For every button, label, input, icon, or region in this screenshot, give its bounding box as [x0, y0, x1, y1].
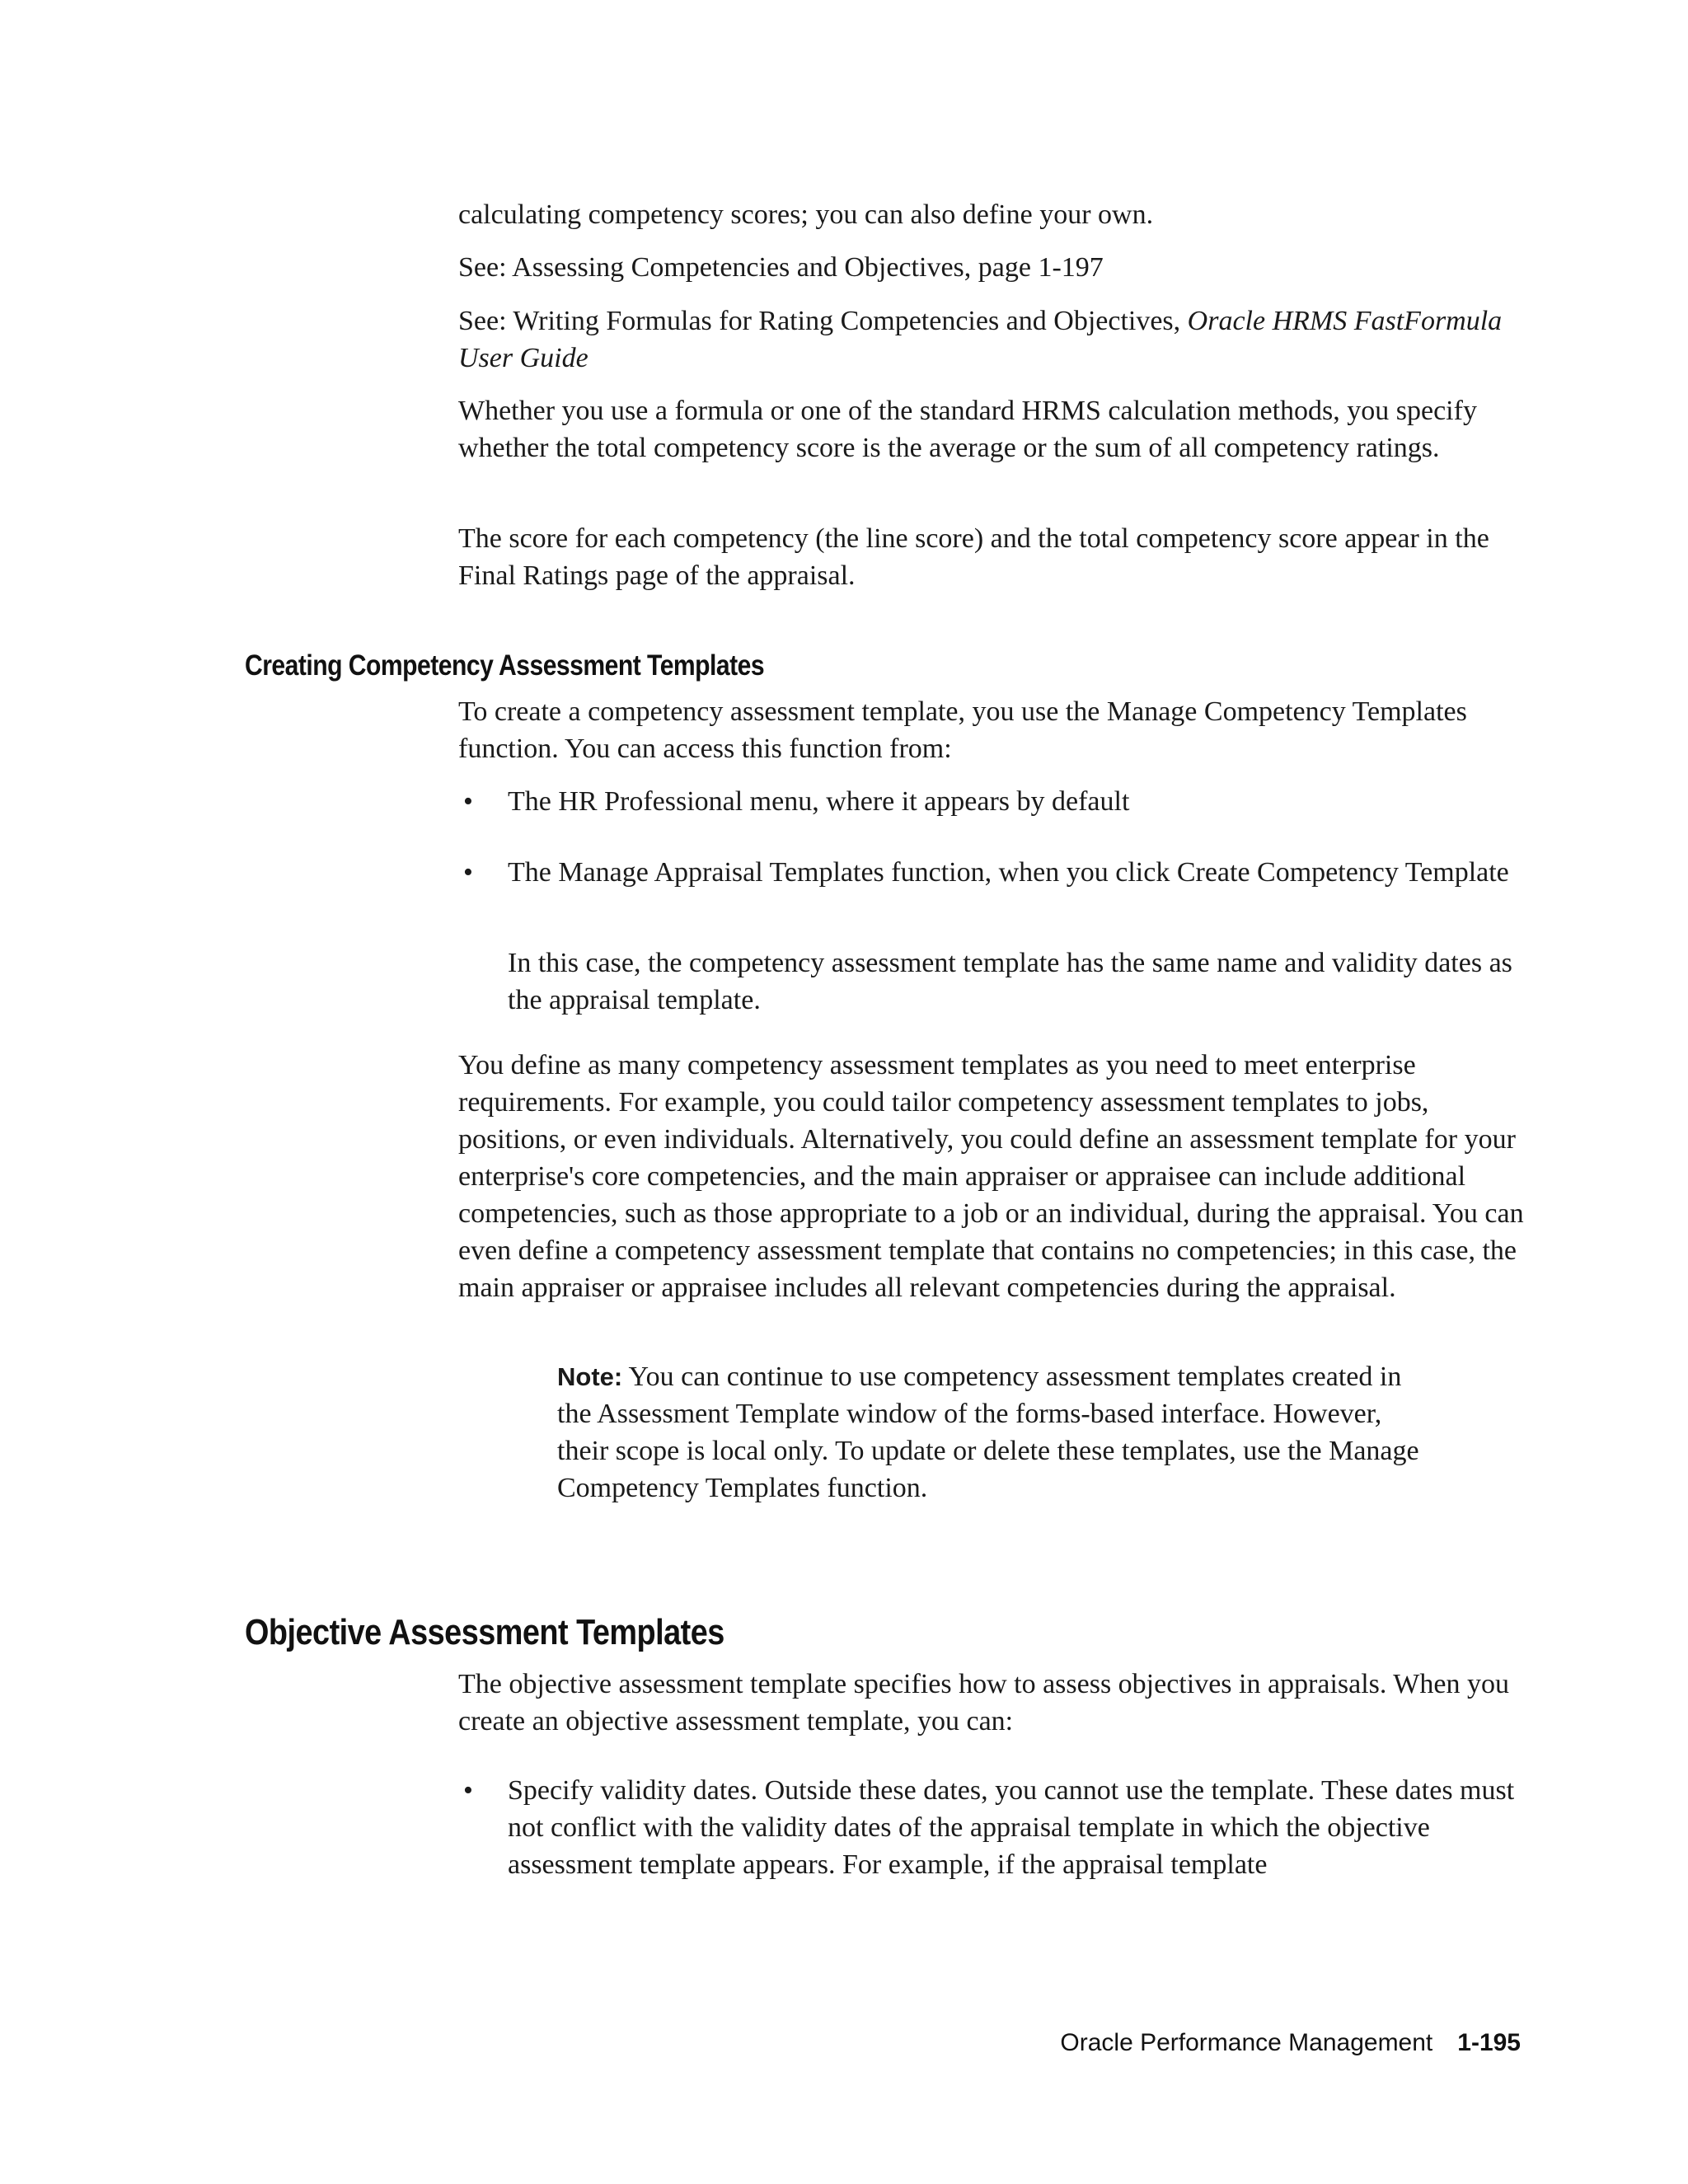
- creating-intro-paragraph: To create a competency assessment template, you use the Manage Competency Templates function. You can access this function from:: [458, 696, 1467, 764]
- section-heading-creating: Creating Competency Assessment Templates: [245, 649, 765, 682]
- note-text: You can continue to use competency assessment templates created in the Assessment Template window of the forms-based interface. However, their scope is local only. To update or delete these templates, use the Manage Competency Templates function.: [557, 1361, 1419, 1503]
- intro-see-link-2: [458, 302, 1530, 377]
- section-heading-objective: Objective Assessment Templates: [245, 1612, 724, 1652]
- footer-title: Oracle Performance Management: [1060, 2029, 1433, 2056]
- note-box: [557, 1358, 1431, 1507]
- intro-paragraph-1: calculating competency scores; you can also define your own.: [458, 199, 1154, 230]
- page-number: 1-195: [1457, 2029, 1521, 2056]
- bullet-text: The HR Professional menu, where it appears by default: [508, 786, 1130, 817]
- intro-see-book-title: Oracle HRMS FastFormula User Guide: [458, 306, 1503, 373]
- intro-paragraph-5: The score for each competency (the line score) and the total competency score appear in the Final Ratings page of the appraisal.: [458, 523, 1489, 591]
- page-footer: [1060, 2029, 1521, 2057]
- objective-intro-paragraph: The objective assessment template specifies how to assess objectives in appraisals. When you create an objective assessment template, you can:: [458, 1669, 1509, 1736]
- bullet-text: Specify validity dates. Outside these dates, you cannot use the template. These dates must not conflict with the validity dates of the appraisal template in which the objective assessment template appears. For example, if the appraisal template: [508, 1775, 1515, 1880]
- bullet-dot: •: [463, 1775, 473, 1806]
- bullet-followup-paragraph: In this case, the competency assessment template has the same name and validity dates as the appraisal template.: [508, 948, 1512, 1015]
- creating-main-paragraph: You define as many competency assessment templates as you need to meet enterprise requirements. For example, you could tailor competency assessment templates to jobs, positions, or even individuals. Alternatively, you could define an assessment template for your enterprise's core competencies, and the main appraiser or appraisee can include additional competencies, such as those appropriate to a job or an individual, during the appraisal. You can even define a competency assessment template that contains no competencies; in this case, the main appraiser or appraisee includes all relevant competencies during the appraisal.: [458, 1050, 1524, 1303]
- note-label: Note:: [557, 1362, 623, 1391]
- bullet-text: The Manage Appraisal Templates function, when you click Create Competency Template: [508, 857, 1509, 888]
- intro-paragraph-4: Whether you use a formula or one of the standard HRMS calculation methods, you specify whether the total competency score is the average or the sum of all competency ratings.: [458, 396, 1477, 463]
- bullet-dot: •: [463, 786, 473, 817]
- bullet-dot: •: [463, 857, 473, 888]
- intro-see-text: See: Writing Formulas for Rating Competencies and Objectives,: [458, 306, 1188, 336]
- intro-see-link-1: See: Assessing Competencies and Objectives, page 1-197: [458, 252, 1104, 283]
